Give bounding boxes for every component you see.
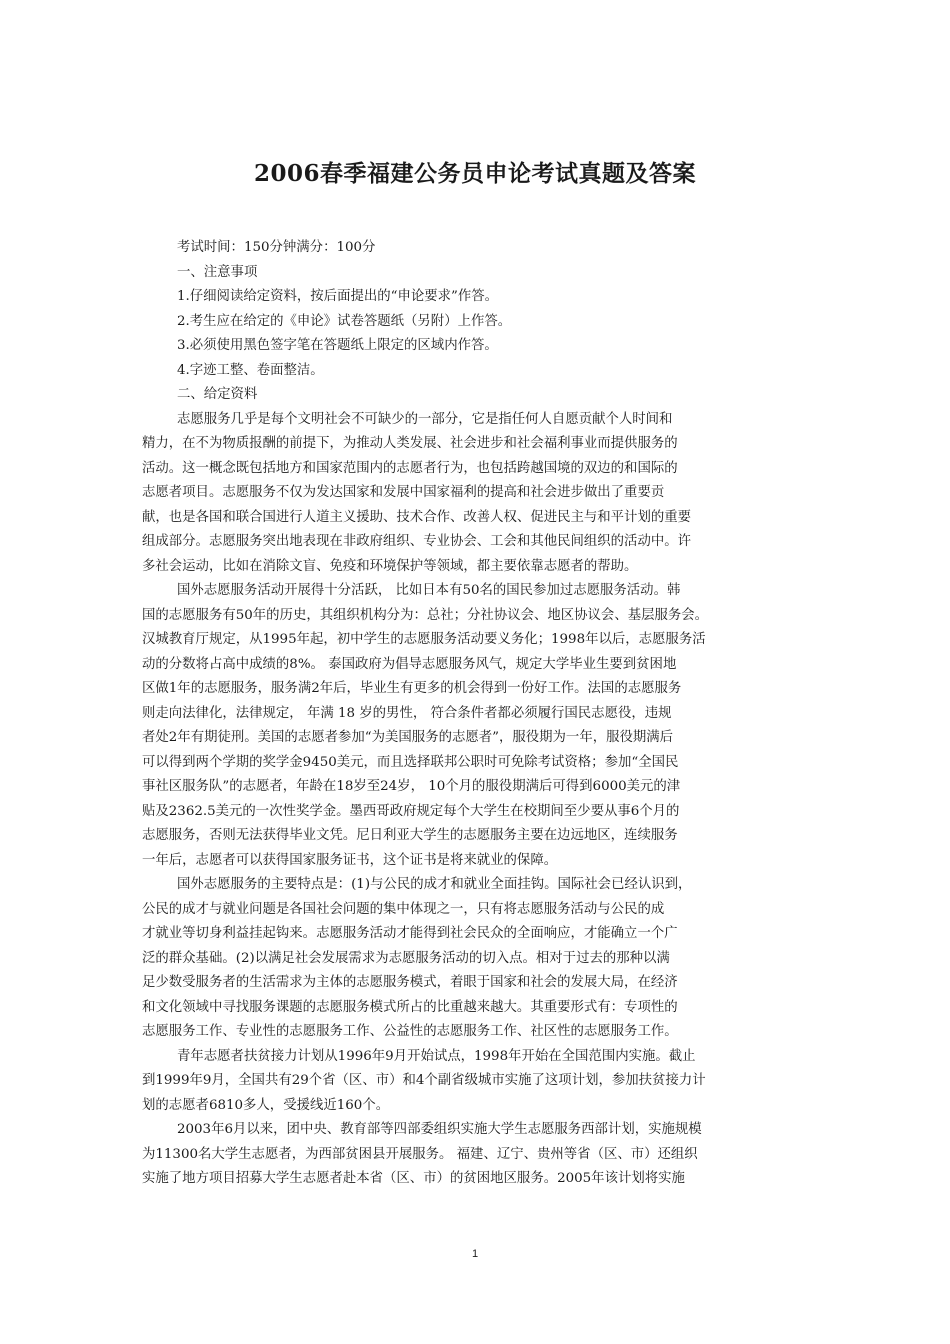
text-line: 志愿服务工作、专业性的志愿服务工作、公益性的志愿服务工作、社区性的志愿服务工作。 bbox=[142, 1024, 678, 1039]
text-line: 划的志愿者6810多人，受援线近160个。 bbox=[142, 1097, 390, 1113]
text-line: 2.考生应在给定的《申论》试卷答题纸（另附）上作答。 bbox=[177, 313, 512, 329]
text-line: 事社区服务队”的志愿者，年龄在18岁至24岁， 10个月的服役期满后可得到6000美元的津 bbox=[142, 779, 681, 794]
text-line: 到1999年9月，全国共有29个省（区、市）和4个副省级城市实施了这项计划，参加扶贫接力计 bbox=[142, 1073, 706, 1088]
text-line: 2003年6月以来，团中央、教育部等四部委组织实施大学生志愿服务西部计划，实施规模 bbox=[177, 1122, 702, 1137]
text-line: 青年志愿者扶贫接力计划从1996年9月开始试点，1998年开始在全国范围内实施。截止 bbox=[177, 1048, 696, 1064]
page-number: 1 bbox=[471, 1248, 479, 1260]
text-line: 献，也是各国和联合国进行人道主义援助、技术合作、改善人权、促进民主与和平计划的重要 bbox=[142, 509, 692, 525]
text-line: 实施了地方项目招募大学生志愿者赴本省（区、市）的贫困地区服务。2005年该计划将实施 bbox=[142, 1171, 685, 1186]
text-line: 考试时间：150分钟满分：100分 bbox=[177, 240, 376, 255]
document-title: 2006春季福建公务员申论考试真题及答案 bbox=[253, 160, 696, 187]
text-line: 4.字迹工整、卷面整洁。 bbox=[177, 362, 324, 378]
text-line: 一、注意事项 bbox=[177, 264, 258, 280]
text-line: 贴及2362.5美元的一次性奖学金。墨西哥政府规定每个大学生在校期间至少要从事6个月的 bbox=[142, 803, 680, 819]
text-line: 和文化领域中寻找服务课题的志愿服务模式所占的比重越来越大。其重要形式有：专项性的 bbox=[142, 999, 678, 1015]
text-line: 一年后，志愿者可以获得国家服务证书，这个证书是将来就业的保障。 bbox=[142, 852, 558, 868]
text-line: 志愿服务，否则无法获得毕业文凭。尼日利亚大学生的志愿服务主要在边远地区，连续服务 bbox=[142, 828, 678, 843]
text-line: 区做1年的志愿服务，服务满2年后，毕业生有更多的机会得到一份好工作。法国的志愿服务 bbox=[142, 681, 682, 696]
text-line: 可以得到两个学期的奖学金9450美元，而且选择联邦公职时可免除考试资格；参加“全国民 bbox=[142, 754, 679, 770]
text-line: 国外志愿服务活动开展得十分活跃， 比如日本有50名的国民参加过志愿服务活动。韩 bbox=[177, 583, 681, 598]
text-line: 国外志愿服务的主要特点是：(1)与公民的成才和就业全面挂钩。国际社会已经认识到， bbox=[177, 877, 692, 892]
text-line: 则走向法律化，法律规定， 年满 18 岁的男性， 符合条件者都必须履行国民志愿役，违规 bbox=[142, 705, 672, 721]
text-line: 1.仔细阅读给定资料，按后面提出的“申论要求”作答。 bbox=[177, 289, 499, 304]
text-line: 汉城教育厅规定，从1995年起，初中学生的志愿服务活动要义务化；1998年以后，志愿服务活 bbox=[142, 632, 706, 647]
text-line: 才就业等切身利益挂起钩来。志愿服务活动才能得到社会民众的全面响应，才能确立一个广 bbox=[142, 926, 678, 941]
text-line: 志愿者项目。志愿服务不仅为发达国家和发展中国家福利的提高和社会进步做出了重要贡 bbox=[142, 485, 665, 500]
text-line: 动的分数将占高中成绩的8%。 泰国政府为倡导志愿服务风气，规定大学毕业生要到贫困地 bbox=[142, 656, 677, 672]
text-line: 公民的成才与就业问题是各国社会问题的集中体现之一，只有将志愿服务活动与公民的成 bbox=[142, 901, 665, 917]
text-line: 3.必须使用黑色签字笔在答题纸上限定的区域内作答。 bbox=[177, 338, 498, 353]
text-line: 二、给定资料 bbox=[177, 387, 258, 402]
document-body bbox=[142, 236, 808, 1192]
text-line: 泛的群众基础。(2)以满足社会发展需求为志愿服务活动的切入点。相对于过去的那种以满 bbox=[142, 950, 670, 966]
text-line: 精力，在不为物质报酬的前提下，为推动人类发展、社会进步和社会福利事业而提供服务的 bbox=[142, 436, 678, 451]
text-line: 活动。这一概念既包括地方和国家范围内的志愿者行为，也包括跨越国境的双边的和国际的 bbox=[142, 460, 678, 476]
text-line: 国的志愿服务有50年的历史，其组织机构分为：总社；分社协议会、地区协议会、基层服务会。 bbox=[142, 607, 709, 623]
text-line: 足少数受服务者的生活需求为主体的志愿服务模式，着眼于国家和社会的发展大局，在经济 bbox=[142, 975, 678, 990]
text-line: 者处2年有期徒刑。美国的志愿者参加“为美国服务的志愿者”，服役期为一年，服役期满后 bbox=[142, 730, 674, 745]
text-line: 为11300名大学生志愿者，为西部贫困县开展服务。 福建、辽宁、贵州等省（区、市）还组织 bbox=[142, 1146, 698, 1162]
text-line: 志愿服务几乎是每个文明社会不可缺少的一部分，它是指任何人自愿贡献个人时间和 bbox=[177, 411, 673, 427]
text-line: 多社会运动，比如在消除文盲、免疫和环境保护等领域，都主要依靠志愿者的帮助。 bbox=[142, 558, 638, 574]
text-line: 组成部分。志愿服务突出地表现在非政府组织、专业协会、工会和其他民间组织的活动中。许 bbox=[142, 534, 692, 549]
